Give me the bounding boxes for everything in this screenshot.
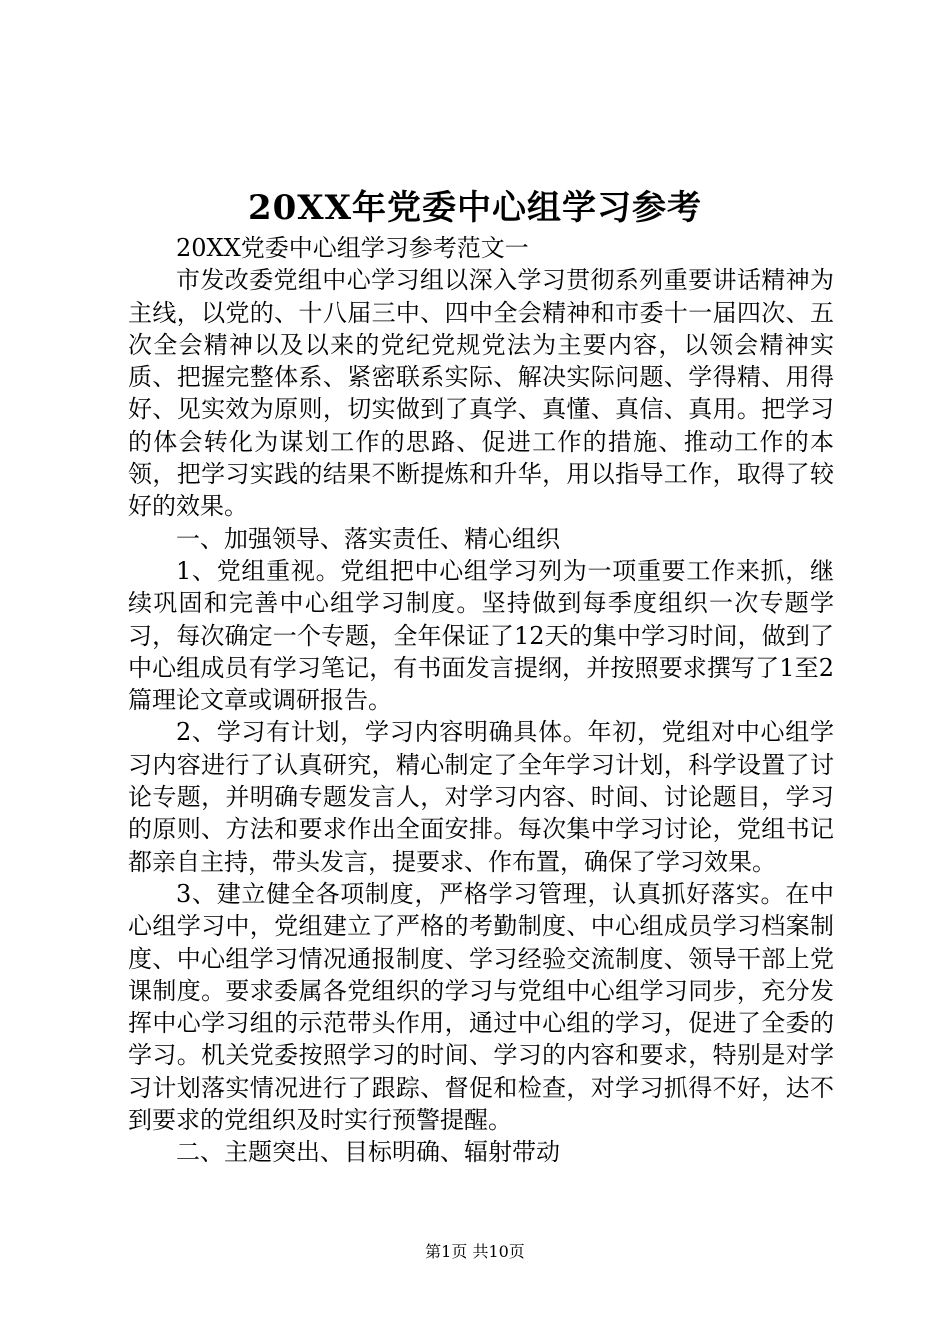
page-footer: 第1页 共10页 (425, 1242, 525, 1261)
section-heading-2: 二、主题突出、目标明确、辐射带动 (176, 1138, 560, 1167)
paragraph-subtitle: 20XX党委中心组学习参考范文一 (176, 234, 529, 262)
paragraph-item-2: 2、学习有计划，学习内容明确具体。年初，党组对中心组学习内容进行了认真研究，精心制定了全年学习计划，科学设置了讨论专题，并明确专题发言人，对学习内容、时间、讨论题目，学习的原则、方法和要求作出全面安排。每次集中学习讨论，党组书记都亲自主持，带头发言，提要求、作布置，确保了学习效果。 (128, 718, 834, 876)
paragraph-item-1: 1、党组重视。党组把中心组学习列为一项重要工作来抓，继续巩固和完善中心组学习制度。坚持做到每季度组织一次专题学习，每次确定一个专题，全年保证了12天的集中学习时间，做到了中心组成员有学习笔记，有书面发言提纲，并按照要求撰写了1至2篇理论文章或调研报告。 (128, 556, 834, 715)
document-body (128, 232, 834, 1169)
section-heading-1: 一、加强领导、落实责任、精心组织 (176, 524, 560, 553)
document-title: 20XX年党委中心组学习参考 (247, 188, 703, 228)
paragraph-intro: 市发改委党组中心学习组以深入学习贯彻系列重要讲话精神为主线，以党的、十八届三中、四中全会精神和市委十一届四次、五次全会精神以及以来的党纪党规党法为主要内容，以领会精神实质、把握完整体系、紧密联系实际、解决实际问题、学得精、用得好、见实效为原则，切实做到了真学、真懂、真信、真用。把学习的体会转化为谋划工作的思路、促进工作的措施、推动工作的本领，把学习实践的结果不断提炼和升华，用以指导工作，取得了较好的效果。 (128, 266, 834, 521)
paragraph-item-3: 3、建立健全各项制度，严格学习管理，认真抓好落实。在中心组学习中，党组建立了严格的考勤制度、中心组成员学习档案制度、中心组学习情况通报制度、学习经验交流制度、领导干部上党课制度。要求委属各党组织的学习与党组中心组学习同步，充分发挥中心学习组的示范带头作用，通过中心组的学习，促进了全委的学习。机关党委按照学习的时间、学习的内容和要求，特别是对学习计划落实情况进行了跟踪、督促和检查，对学习抓得不好，达不到要求的党组织及时实行预警提醒。 (128, 879, 834, 1135)
